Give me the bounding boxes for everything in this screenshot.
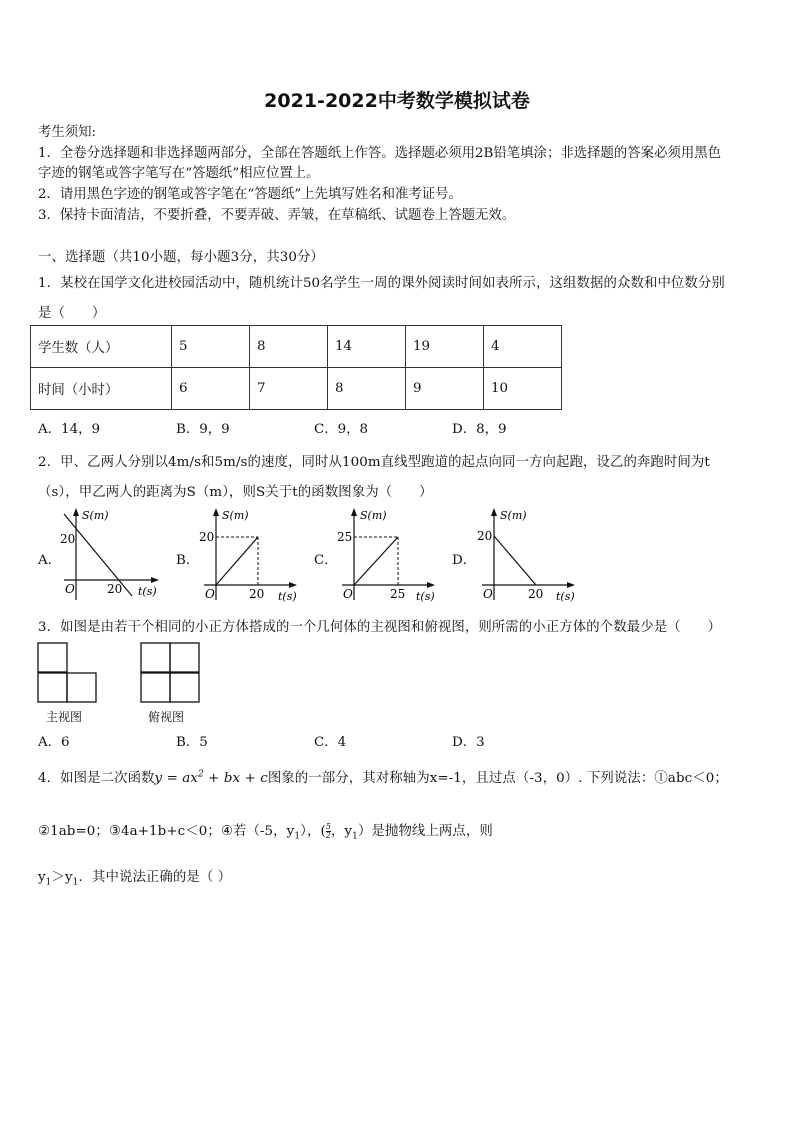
q4-text: ），( [300,824,326,839]
q3-front-view-label: 主视图 [46,710,83,724]
q2-option-a-label[interactable]: A． [38,553,62,568]
q4-stem-line-3 [38,866,231,888]
q2-graph-c[interactable] [334,505,438,605]
q4-function-tail: + bx + c [203,771,268,786]
y-tick-label: 25 [337,530,353,544]
table-cell: 10 [484,368,562,410]
table-row-header: 时间（小时） [31,368,172,410]
q4-subscript: 1 [72,877,79,888]
q1-option-b[interactable]: B．9，9 [176,422,230,437]
y-axis-arrow-icon [351,508,357,516]
y-axis-label: S(m) [500,509,527,522]
x-axis-arrow-icon [151,577,159,583]
y-tick-label: 20 [477,529,493,543]
table-cell: 4 [484,326,562,368]
q2-graph-a[interactable] [56,505,160,605]
q2-option-c-label[interactable]: C． [314,553,338,568]
y-axis-label: S(m) [360,509,387,522]
q3-option-c[interactable]: C．4 [314,735,347,750]
origin-label: O [483,587,493,601]
q3-top-view-label: 俯视图 [148,710,185,724]
cube-face [67,673,96,702]
q4-function-exponent: 2 [197,769,204,780]
q3-stem: 3．如图是由若干个相同的小正方体搭成的一个几何体的主视图和俯视图，则所需的小正方体的个数最少是（ ） [38,620,722,635]
q3-top-view [140,642,202,704]
graph-line [354,537,398,585]
q3-option-d[interactable]: D．3 [452,735,485,750]
notice-line-2: 2．请用黑色字迹的钢笔或答字笔在“答题纸”上先填写姓名和准考证号。 [38,187,462,202]
q1-option-d[interactable]: D．8，9 [452,422,507,437]
cube-face [38,643,67,672]
graph-line [216,537,258,585]
q3-front-view [37,642,99,704]
q2-graph-d[interactable] [474,505,578,605]
q4-text: ＞y [51,870,73,885]
x-axis-arrow-icon [567,582,575,588]
q4-stem-line-2 [38,820,493,842]
q4-text: ．其中说法正确的是（ ） [78,870,232,885]
x-axis-label: t(s) [278,590,297,603]
cube-face [141,673,170,702]
q4-text: y [38,870,46,885]
q4-text: ，y [330,824,353,839]
q1-option-a[interactable]: A．14，9 [38,422,101,437]
x-tick-label: 20 [249,587,265,601]
q4-text: ）是抛物线上两点，则 [357,824,493,839]
table-row-header: 学生数（人） [31,326,172,368]
cube-face [170,673,199,702]
graph-line [494,536,536,585]
q2-stem-line-1: 2．甲、乙两人分别以4m/s和5m/s的速度，同时从100m直线型跑道的起点向同一方向起跑，设乙的奔跑时间为t [38,455,710,470]
q4-stem-line-1 [38,767,728,786]
y-axis-arrow-icon [213,508,219,516]
table-cell: 14 [328,326,406,368]
cube-face [170,643,199,672]
y-axis-label: S(m) [222,509,249,522]
y-axis-label: S(m) [82,509,109,522]
table-cell: 8 [250,326,328,368]
q4-subscript: 1 [352,831,358,842]
q1-data-table [30,325,562,410]
notice-line-1a: 1．全卷分选择题和非选择题两部分，全部在答题纸上作答。选择题必须用2B铅笔填涂；非选择题的答案必须用黑色 [38,146,722,161]
q4-fraction-numerator: 5 [325,822,331,831]
q4-text: 图象的一部分，其对称轴为x=-1，且过点（-3，0）. 下列说法：①abc＜0； [267,771,728,786]
y-tick-label: 20 [199,530,215,544]
x-tick-label: 20 [107,582,123,596]
cube-face [38,673,67,702]
q2-option-b-label[interactable]: B． [176,553,200,568]
q2-option-d-label[interactable]: D． [452,553,477,568]
q4-fraction-denominator: 2 [325,831,331,840]
section-heading: 一、选择题（共10小题，每小题3分，共30分） [38,250,324,265]
table-cell: 6 [172,368,250,410]
y-axis-arrow-icon [491,508,497,516]
x-tick-label: 25 [390,587,406,601]
origin-label: O [343,587,353,601]
notice-line-3: 3．保持卡面清洁，不要折叠，不要弄破、弄皱，在草稿纸、试题卷上答题无效。 [38,208,516,223]
x-axis-label: t(s) [138,585,157,598]
origin-label: O [65,582,75,596]
y-axis-arrow-icon [73,508,79,516]
q1-stem-line-2: 是（ ） [38,306,106,321]
q3-option-a[interactable]: A．6 [38,735,70,750]
x-axis-arrow-icon [427,582,435,588]
origin-label: O [205,587,215,601]
page-title: 2021-2022中考数学模拟试卷 [264,90,530,112]
cube-face [141,643,170,672]
q4-text: 4．如图是二次函数 [38,771,155,786]
q4-subscript: 1 [294,831,301,842]
table-cell: 8 [328,368,406,410]
notice-heading: 考生须知: [38,125,97,140]
q1-option-c[interactable]: C．9，8 [314,422,369,437]
q1-stem-line-1: 1．某校在国学文化进校园活动中，随机统计50名学生一周的课外阅读时间如表所示，这组数据的众数和中位数分别 [38,276,725,291]
table-cell: 9 [406,368,484,410]
q3-option-b[interactable]: B．5 [176,735,208,750]
q4-text: ②1ab=0；③4a+1b+c＜0；④若（-5，y [38,824,295,839]
q4-function [155,771,268,786]
notice-line-1b: 字迹的钢笔或答字笔写在“答题纸”相应位置上。 [38,166,320,181]
x-axis-label: t(s) [416,590,435,603]
table-row [31,368,562,410]
q4-function-main: y = ax [154,771,198,786]
q4-subscript: 1 [45,877,52,888]
table-cell: 19 [406,326,484,368]
y-tick-label: 20 [60,532,76,546]
table-cell: 7 [250,368,328,410]
x-axis-label: t(s) [556,590,575,603]
q2-graph-b[interactable] [196,505,300,605]
q2-stem-line-2: （s），甲乙两人的距离为S（m），则S关于t的函数图象为（ ） [38,485,433,500]
x-tick-label: 20 [528,587,544,601]
table-cell: 5 [172,326,250,368]
x-axis-arrow-icon [289,582,297,588]
table-row [31,326,562,368]
